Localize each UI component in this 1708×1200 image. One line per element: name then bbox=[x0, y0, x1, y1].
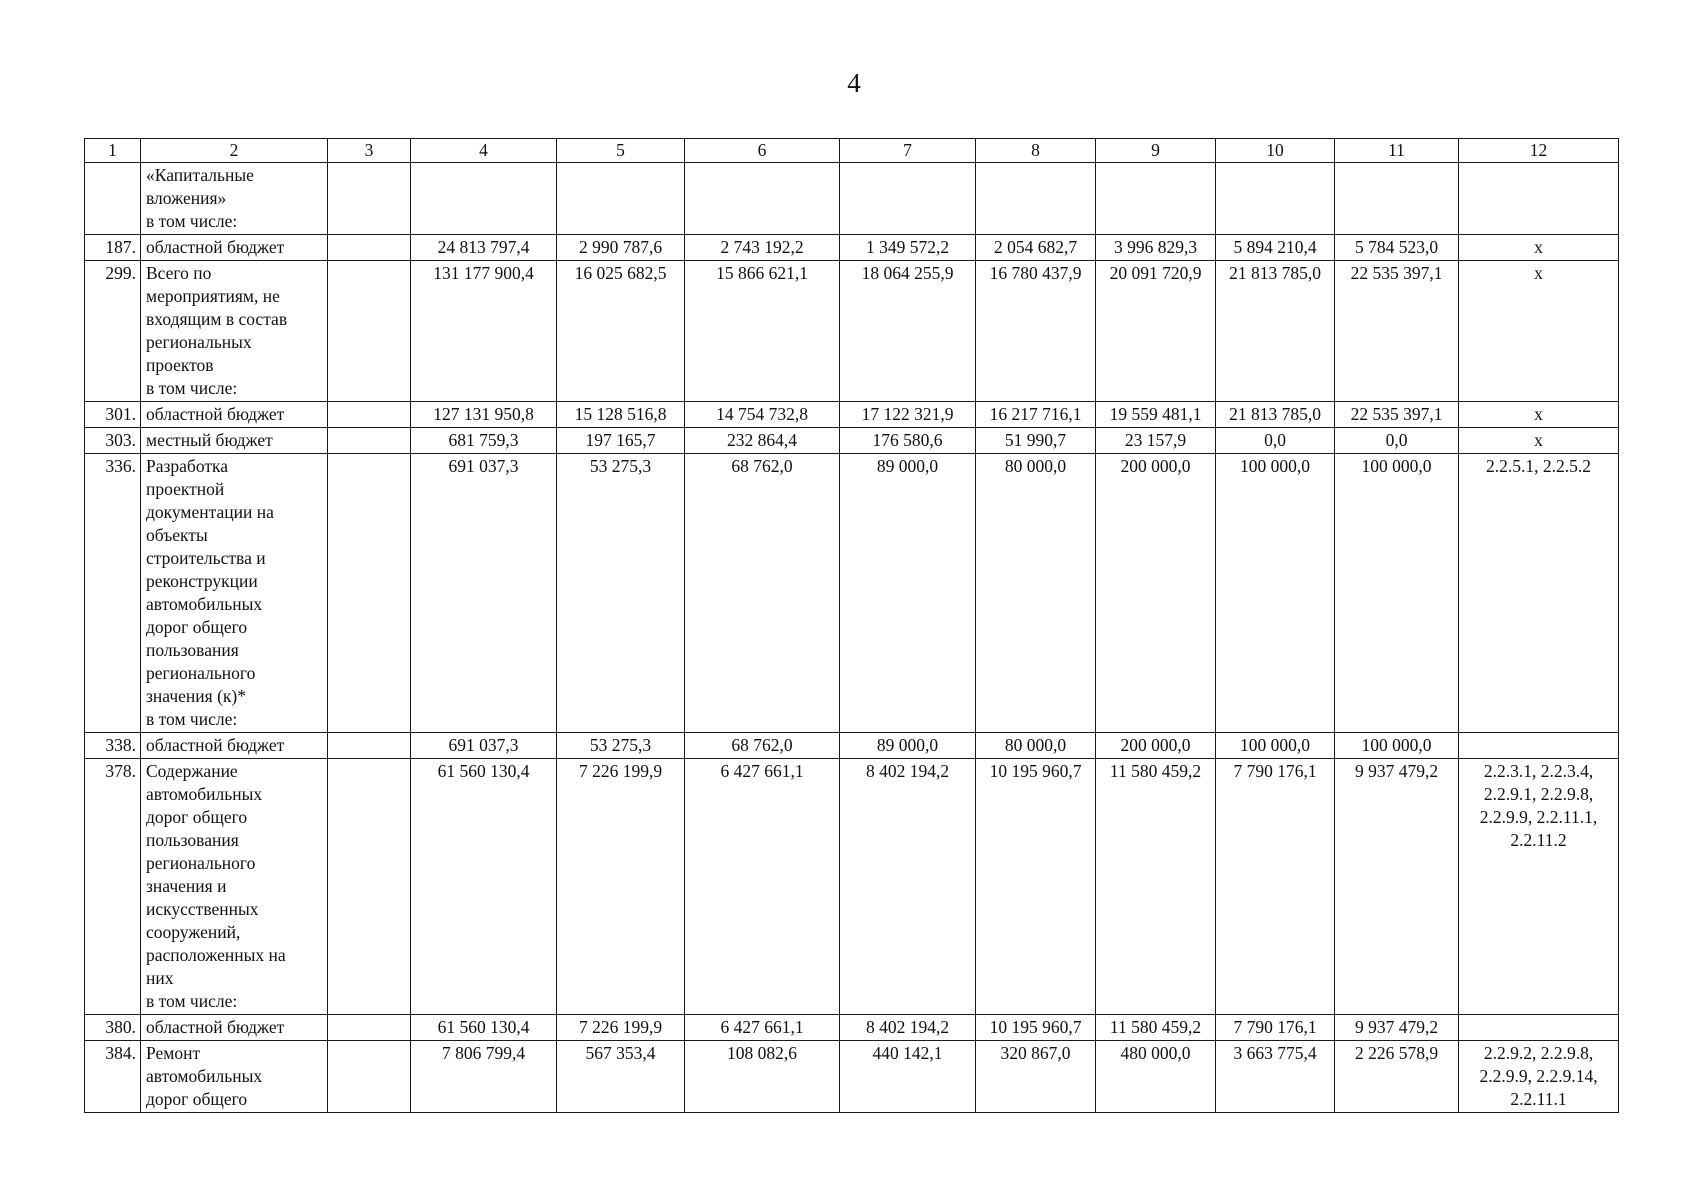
row-col3 bbox=[328, 1041, 411, 1113]
column-header-3: 3 bbox=[328, 139, 411, 163]
value-cell-col10: 100 000,0 bbox=[1216, 454, 1335, 733]
value-cell-col7: 89 000,0 bbox=[840, 454, 976, 733]
value-cell-col9: 11 580 459,2 bbox=[1096, 759, 1216, 1015]
row-name: областной бюджет bbox=[141, 1015, 328, 1041]
value-cell-col11: 9 937 479,2 bbox=[1335, 1015, 1459, 1041]
row-name: областной бюджет bbox=[141, 402, 328, 428]
value-cell-col6: 68 762,0 bbox=[685, 454, 840, 733]
row-name: Ремонт автомобильных дорог общего bbox=[141, 1041, 328, 1113]
column-header-1: 1 bbox=[85, 139, 141, 163]
value-cell-col6 bbox=[685, 163, 840, 235]
row-reference: х bbox=[1459, 428, 1619, 454]
value-cell-col8 bbox=[976, 163, 1096, 235]
value-cell-col10: 3 663 775,4 bbox=[1216, 1041, 1335, 1113]
row-number: 338. bbox=[85, 733, 141, 759]
value-cell-col5: 15 128 516,8 bbox=[557, 402, 685, 428]
row-number: 378. bbox=[85, 759, 141, 1015]
value-cell-col8: 80 000,0 bbox=[976, 454, 1096, 733]
value-cell-col11: 100 000,0 bbox=[1335, 454, 1459, 733]
row-name: Содержание автомобильных дорог общего пользования регионального значения и искусственных сооружений, расположенных на них в том числе: bbox=[141, 759, 328, 1015]
column-header-8: 8 bbox=[976, 139, 1096, 163]
column-header-10: 10 bbox=[1216, 139, 1335, 163]
value-cell-col9: 23 157,9 bbox=[1096, 428, 1216, 454]
value-cell-col5: 53 275,3 bbox=[557, 733, 685, 759]
table-row bbox=[85, 261, 1619, 402]
column-header-2: 2 bbox=[141, 139, 328, 163]
column-header-7: 7 bbox=[840, 139, 976, 163]
value-cell-col4: 24 813 797,4 bbox=[411, 235, 557, 261]
value-cell-col9: 20 091 720,9 bbox=[1096, 261, 1216, 402]
row-col3 bbox=[328, 163, 411, 235]
value-cell-col10 bbox=[1216, 163, 1335, 235]
value-cell-col4: 61 560 130,4 bbox=[411, 759, 557, 1015]
value-cell-col10: 21 813 785,0 bbox=[1216, 402, 1335, 428]
table-row bbox=[85, 733, 1619, 759]
table-row bbox=[85, 402, 1619, 428]
value-cell-col8: 16 217 716,1 bbox=[976, 402, 1096, 428]
row-col3 bbox=[328, 402, 411, 428]
row-reference: х bbox=[1459, 261, 1619, 402]
row-reference: 2.2.9.2, 2.2.9.8, 2.2.9.9, 2.2.9.14, 2.2.11.1 bbox=[1459, 1041, 1619, 1113]
table-row bbox=[85, 163, 1619, 235]
row-number: 299. bbox=[85, 261, 141, 402]
value-cell-col11: 9 937 479,2 bbox=[1335, 759, 1459, 1015]
row-col3 bbox=[328, 261, 411, 402]
value-cell-col8: 2 054 682,7 bbox=[976, 235, 1096, 261]
row-reference bbox=[1459, 733, 1619, 759]
value-cell-col9: 200 000,0 bbox=[1096, 454, 1216, 733]
table-row bbox=[85, 1015, 1619, 1041]
value-cell-col9: 200 000,0 bbox=[1096, 733, 1216, 759]
value-cell-col7: 176 580,6 bbox=[840, 428, 976, 454]
value-cell-col11: 2 226 578,9 bbox=[1335, 1041, 1459, 1113]
value-cell-col6: 6 427 661,1 bbox=[685, 759, 840, 1015]
column-header-9: 9 bbox=[1096, 139, 1216, 163]
row-name: местный бюджет bbox=[141, 428, 328, 454]
value-cell-col8: 51 990,7 bbox=[976, 428, 1096, 454]
row-col3 bbox=[328, 428, 411, 454]
value-cell-col5: 567 353,4 bbox=[557, 1041, 685, 1113]
row-number: 187. bbox=[85, 235, 141, 261]
value-cell-col8: 16 780 437,9 bbox=[976, 261, 1096, 402]
value-cell-col6: 6 427 661,1 bbox=[685, 1015, 840, 1041]
row-reference bbox=[1459, 163, 1619, 235]
value-cell-col11: 0,0 bbox=[1335, 428, 1459, 454]
row-number: 301. bbox=[85, 402, 141, 428]
value-cell-col4 bbox=[411, 163, 557, 235]
value-cell-col11: 5 784 523,0 bbox=[1335, 235, 1459, 261]
row-col3 bbox=[328, 235, 411, 261]
row-name: «Капитальные вложения» в том числе: bbox=[141, 163, 328, 235]
value-cell-col7 bbox=[840, 163, 976, 235]
row-reference: 2.2.5.1, 2.2.5.2 bbox=[1459, 454, 1619, 733]
value-cell-col4: 691 037,3 bbox=[411, 454, 557, 733]
row-reference: х bbox=[1459, 402, 1619, 428]
value-cell-col10: 0,0 bbox=[1216, 428, 1335, 454]
value-cell-col11: 22 535 397,1 bbox=[1335, 261, 1459, 402]
table-row bbox=[85, 235, 1619, 261]
value-cell-col8: 80 000,0 bbox=[976, 733, 1096, 759]
row-number: 380. bbox=[85, 1015, 141, 1041]
row-reference: х bbox=[1459, 235, 1619, 261]
table-body bbox=[85, 163, 1619, 1113]
row-number: 384. bbox=[85, 1041, 141, 1113]
row-col3 bbox=[328, 1015, 411, 1041]
row-number bbox=[85, 163, 141, 235]
table-row bbox=[85, 428, 1619, 454]
value-cell-col6: 232 864,4 bbox=[685, 428, 840, 454]
value-cell-col5: 197 165,7 bbox=[557, 428, 685, 454]
row-col3 bbox=[328, 454, 411, 733]
column-header-12: 12 bbox=[1459, 139, 1619, 163]
row-name: областной бюджет bbox=[141, 235, 328, 261]
value-cell-col10: 100 000,0 bbox=[1216, 733, 1335, 759]
row-col3 bbox=[328, 733, 411, 759]
value-cell-col10: 21 813 785,0 bbox=[1216, 261, 1335, 402]
value-cell-col4: 131 177 900,4 bbox=[411, 261, 557, 402]
value-cell-col4: 681 759,3 bbox=[411, 428, 557, 454]
row-name: областной бюджет bbox=[141, 733, 328, 759]
column-header-11: 11 bbox=[1335, 139, 1459, 163]
value-cell-col11: 100 000,0 bbox=[1335, 733, 1459, 759]
value-cell-col5 bbox=[557, 163, 685, 235]
row-number: 303. bbox=[85, 428, 141, 454]
value-cell-col6: 68 762,0 bbox=[685, 733, 840, 759]
row-reference bbox=[1459, 1015, 1619, 1041]
value-cell-col7: 440 142,1 bbox=[840, 1041, 976, 1113]
value-cell-col8: 10 195 960,7 bbox=[976, 759, 1096, 1015]
row-number: 336. bbox=[85, 454, 141, 733]
value-cell-col11: 22 535 397,1 bbox=[1335, 402, 1459, 428]
value-cell-col6: 108 082,6 bbox=[685, 1041, 840, 1113]
value-cell-col10: 7 790 176,1 bbox=[1216, 759, 1335, 1015]
value-cell-col7: 1 349 572,2 bbox=[840, 235, 976, 261]
header-row bbox=[85, 139, 1619, 163]
value-cell-col6: 2 743 192,2 bbox=[685, 235, 840, 261]
value-cell-col6: 15 866 621,1 bbox=[685, 261, 840, 402]
value-cell-col4: 61 560 130,4 bbox=[411, 1015, 557, 1041]
value-cell-col5: 16 025 682,5 bbox=[557, 261, 685, 402]
value-cell-col5: 7 226 199,9 bbox=[557, 1015, 685, 1041]
value-cell-col11 bbox=[1335, 163, 1459, 235]
value-cell-col9: 11 580 459,2 bbox=[1096, 1015, 1216, 1041]
value-cell-col7: 89 000,0 bbox=[840, 733, 976, 759]
value-cell-col9 bbox=[1096, 163, 1216, 235]
value-cell-col10: 5 894 210,4 bbox=[1216, 235, 1335, 261]
value-cell-col4: 691 037,3 bbox=[411, 733, 557, 759]
row-reference: 2.2.3.1, 2.2.3.4, 2.2.9.1, 2.2.9.8, 2.2.9.9, 2.2.11.1, 2.2.11.2 bbox=[1459, 759, 1619, 1015]
value-cell-col7: 18 064 255,9 bbox=[840, 261, 976, 402]
value-cell-col4: 127 131 950,8 bbox=[411, 402, 557, 428]
column-header-5: 5 bbox=[557, 139, 685, 163]
value-cell-col4: 7 806 799,4 bbox=[411, 1041, 557, 1113]
value-cell-col8: 10 195 960,7 bbox=[976, 1015, 1096, 1041]
value-cell-col5: 53 275,3 bbox=[557, 454, 685, 733]
row-col3 bbox=[328, 759, 411, 1015]
page-number: 4 bbox=[847, 68, 861, 98]
table-row bbox=[85, 759, 1619, 1015]
value-cell-col9: 480 000,0 bbox=[1096, 1041, 1216, 1113]
value-cell-col5: 2 990 787,6 bbox=[557, 235, 685, 261]
row-name: Всего по мероприятиям, не входящим в состав региональных проектов в том числе: bbox=[141, 261, 328, 402]
value-cell-col9: 19 559 481,1 bbox=[1096, 402, 1216, 428]
value-cell-col7: 17 122 321,9 bbox=[840, 402, 976, 428]
value-cell-col10: 7 790 176,1 bbox=[1216, 1015, 1335, 1041]
value-cell-col7: 8 402 194,2 bbox=[840, 759, 976, 1015]
value-cell-col5: 7 226 199,9 bbox=[557, 759, 685, 1015]
budget-table bbox=[84, 138, 1619, 1113]
column-header-6: 6 bbox=[685, 139, 840, 163]
value-cell-col6: 14 754 732,8 bbox=[685, 402, 840, 428]
row-name: Разработка проектной документации на объекты строительства и реконструкции автомобильных дорог общего пользования регионального значения (к)* в том числе: bbox=[141, 454, 328, 733]
value-cell-col8: 320 867,0 bbox=[976, 1041, 1096, 1113]
table-row bbox=[85, 454, 1619, 733]
column-header-4: 4 bbox=[411, 139, 557, 163]
table-row bbox=[85, 1041, 1619, 1113]
value-cell-col7: 8 402 194,2 bbox=[840, 1015, 976, 1041]
value-cell-col9: 3 996 829,3 bbox=[1096, 235, 1216, 261]
